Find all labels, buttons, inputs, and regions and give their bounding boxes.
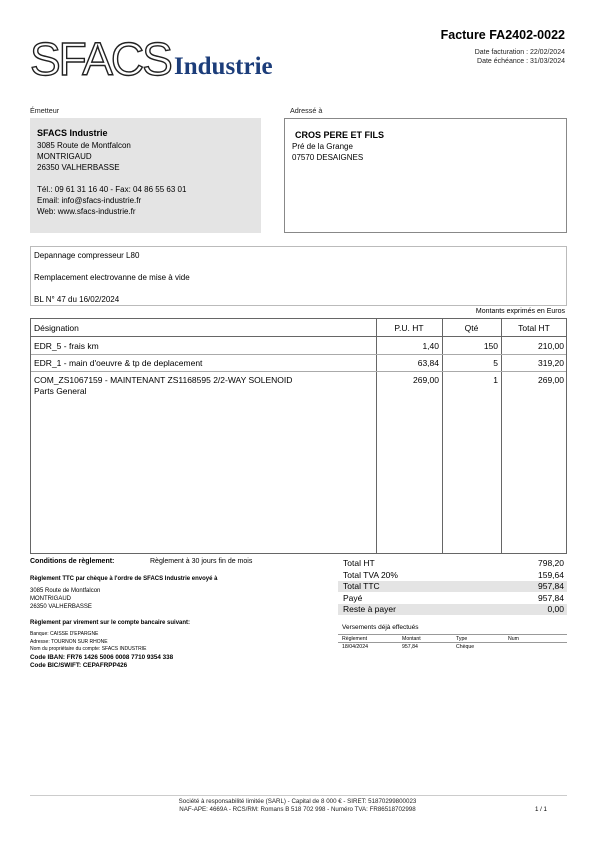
footer-legal-line: NAF-APE: 4669A - RCS/RM: Romans B 518 702 998 - Numéro TVA: FR86518702998 xyxy=(179,806,416,813)
sender-label: Émetteur xyxy=(30,106,60,115)
sender-address-line: MONTRIGAUD xyxy=(37,152,92,161)
header-designation: Désignation xyxy=(34,323,79,333)
versements-row xyxy=(338,643,567,652)
row-designation: EDR_5 - frais km xyxy=(34,341,99,351)
logo-industrie-text: Industrie xyxy=(174,53,273,80)
iban: Code IBAN: FR76 1426 5006 0008 7710 9354 338 xyxy=(30,654,174,661)
totals-label: Total TVA 20% xyxy=(343,569,398,580)
totals-label: Total TTC xyxy=(343,581,380,591)
recipient-box xyxy=(284,118,567,233)
footer-divider xyxy=(30,795,567,796)
invoice-date: Date facturation : 22/02/2024 xyxy=(474,49,565,56)
totals-label: Reste à payer xyxy=(343,604,396,614)
versements-header-reglement: Règlement xyxy=(342,636,368,642)
note-line: Depannage compresseur L80 xyxy=(34,251,140,260)
bank-line: Banque: CAISSE D'EPARGNE xyxy=(30,631,99,637)
page-number: 1 / 1 xyxy=(534,806,547,813)
payment-conditions-label: Conditions de règlement: xyxy=(30,558,115,565)
row-total: 269,00 xyxy=(538,375,564,385)
row-quantity: 5 xyxy=(493,358,498,368)
versements-header xyxy=(338,634,567,643)
totals-row xyxy=(338,558,567,569)
totals-label: Total HT xyxy=(343,558,375,568)
bank-line: Adresse: TOURNON SUR RHONE xyxy=(30,639,108,645)
totals-row xyxy=(338,604,567,615)
recipient-label: Adressé à xyxy=(290,106,323,115)
sender-name: SFACS Industrie xyxy=(37,128,108,138)
sender-box xyxy=(30,118,261,233)
totals-row xyxy=(338,570,567,581)
bank-line: Nom du propriétaire du compte: SFACS INDUSTRIE xyxy=(30,646,147,652)
totals-value: 957,84 xyxy=(538,581,564,591)
totals-value: 957,84 xyxy=(538,592,564,603)
versement-amount: 957,84 xyxy=(402,644,418,650)
sender-address-line: 26350 VALHERBASSE xyxy=(37,163,120,172)
sender-web: Web: www.sfacs-industrie.fr xyxy=(37,207,136,216)
logo-sfacs-text: SFACS xyxy=(30,33,171,85)
versements-header-montant: Montant xyxy=(402,636,421,642)
recipient-address-line: Pré de la Grange xyxy=(292,142,353,151)
row-unit-price: 269,00 xyxy=(413,375,439,385)
invoice-due-date: Date échéance : 31/03/2024 xyxy=(477,58,565,65)
versements-header-type: Type xyxy=(456,636,468,642)
totals-value: 0,00 xyxy=(547,604,564,614)
versements-title: Versements déjà effectués xyxy=(342,624,419,631)
row-unit-price: 63,84 xyxy=(417,358,439,368)
header-total: Total HT xyxy=(518,323,550,333)
row-quantity: 1 xyxy=(493,375,498,385)
totals-label: Payé xyxy=(343,592,363,603)
totals-row xyxy=(338,593,567,604)
note-line: BL N° 47 du 16/02/2024 xyxy=(34,295,120,304)
header-unit-price: P.U. HT xyxy=(394,323,424,333)
sender-address-line: 3085 Route de Montfalcon xyxy=(37,141,131,150)
versements-header-num: Num xyxy=(508,636,519,642)
row-designation: COM_ZS1067159 - MAINTENANT ZS1168595 2/2-WAY SOLENOID xyxy=(34,375,293,385)
recipient-name: CROS PERE ET FILS xyxy=(295,130,385,140)
totals-value: 798,20 xyxy=(538,558,564,568)
recipient-address-line: 07570 DESAIGNES xyxy=(292,153,364,162)
row-total: 319,20 xyxy=(538,358,564,368)
row-unit-price: 1,40 xyxy=(422,341,439,351)
sender-email: Email: info@sfacs-industrie.fr xyxy=(37,196,142,205)
invoice-note-box xyxy=(30,246,567,306)
row-designation: EDR_1 - main d'oeuvre & tp de deplacement xyxy=(34,358,203,368)
virement-title: Règlement par virement sur le compte bancaire suivant: xyxy=(30,620,191,626)
cheque-title: Règlement TTC par chèque à l'ordre de SFACS Industrie envoyé à xyxy=(30,576,218,582)
header-quantity: Qté xyxy=(464,323,479,333)
totals-row xyxy=(338,581,567,592)
items-table xyxy=(30,318,567,554)
row-total: 210,00 xyxy=(538,341,564,351)
bic: Code BIC/SWIFT: CEPAFRPP426 xyxy=(30,662,128,669)
versement-type: Chèque xyxy=(456,644,475,650)
row-subtext: Parts General xyxy=(34,386,87,396)
cheque-address-line: 26350 VALHERBASSE xyxy=(30,604,92,610)
note-line: Remplacement electrovanne de mise à vide xyxy=(34,273,190,282)
currency-note: Montants exprimés en Euros xyxy=(475,308,565,315)
totals-value: 159,64 xyxy=(538,569,564,580)
company-logo xyxy=(30,33,290,85)
cheque-address-line: 3085 Route de Montfalcon xyxy=(30,588,101,594)
versement-date: 18/04/2024 xyxy=(342,644,368,650)
payment-conditions-value: Règlement à 30 jours fin de mois xyxy=(150,558,253,565)
cheque-address-line: MONTRIGAUD xyxy=(30,596,71,602)
row-quantity: 150 xyxy=(483,341,498,351)
sender-phone: Tél.: 09 61 31 16 40 - Fax: 04 86 55 63 01 xyxy=(37,185,187,194)
invoice-title: Facture FA2402-0022 xyxy=(440,28,565,42)
footer-legal-line: Société à responsabilité limitée (SARL) - Capital de 8 000 € - SIRET: 51870299800023 xyxy=(178,798,417,805)
